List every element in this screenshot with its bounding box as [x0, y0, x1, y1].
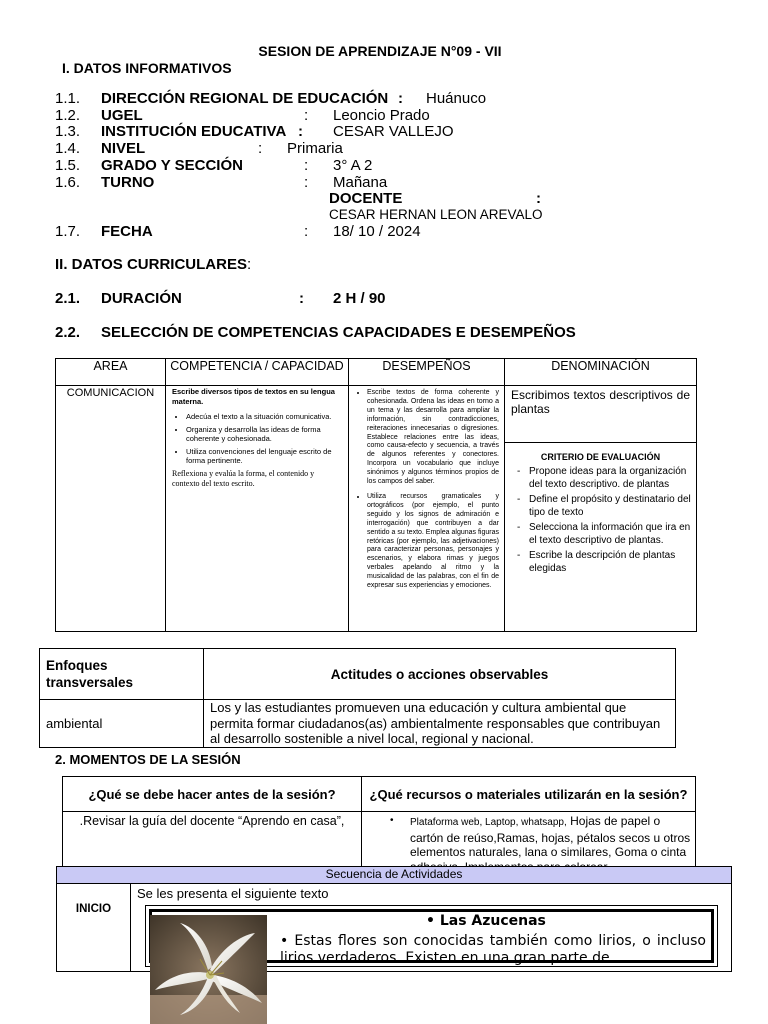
inicio-intro: Se les presenta el siguiente texto — [137, 886, 329, 901]
info-label-docente: DOCENTE — [329, 190, 403, 207]
capacidad-extra: Reflexiona y evalúa la forma, el contenido y contexto del texto escrito. — [172, 468, 315, 488]
list-item: - Propone ideas para la organización del texto descriptivo. de plantas — [529, 466, 692, 491]
momentos-header-left: ¿Qué se debe hacer antes de la sesión? — [63, 777, 362, 812]
info-value: Huánuco — [426, 90, 487, 107]
list-item: • Utiliza recursos gramaticales y ortográficos (por ejemplo, el punto seguido y los signos de admiración e interrogación) que contribuyen a dar sentido a su texto. Emplea algunas figuras retóricas (por ejemplo, las adjetivaciones) para caracterizar personas, personajes y escenarios, y elabora rimas y juegos verbales apelando al ritmo y la musicalidad de las palabras, con el fin de expresar sus experiencias y emociones. — [367, 493, 499, 591]
info-label: INSTITUCIÓN EDUCATIVA — [101, 123, 287, 140]
header-competencia: COMPETENCIA / CAPACIDAD — [166, 359, 349, 386]
section-colon: : — [246, 256, 252, 273]
duracion-colon: : — [299, 290, 304, 307]
seleccion-label: SELECCIÓN DE COMPETENCIAS CAPACIDADES E DESEMPEÑOS — [101, 324, 576, 341]
info-label: DIRECCIÓN REGIONAL DE EDUCACIÓN — [101, 90, 389, 107]
criterios-cell — [505, 466, 696, 575]
info-value: 18/ 10 / 2024 — [333, 223, 421, 240]
desempenos-list — [353, 389, 499, 591]
recursos-prefix: Plataforma web, Laptop, whatsapp, — [410, 817, 567, 828]
competencia-title: Escribe diversos tipos de textos en su lengua materna. — [172, 387, 335, 406]
enfoques-header-left: Enfoques transversales — [40, 649, 204, 700]
competencias-table — [55, 358, 697, 632]
momentos-table — [62, 776, 696, 875]
info-value: Leoncio Prado — [333, 107, 430, 124]
denominacion-text: Escribimos textos descriptivos de plantas — [505, 386, 696, 443]
info-label: NIVEL — [101, 140, 146, 157]
box-title-text: Las Azucenas — [439, 913, 546, 929]
bullet-icon: • — [390, 815, 394, 826]
criterio-title: CRITERIO DE EVALUACIÓN — [540, 452, 661, 462]
list-item: • Utiliza convenciones del lenguaje escrito de forma pertinente. — [186, 447, 342, 466]
duracion-label: DURACIÓN — [101, 290, 182, 307]
box-text-body: Estas flores son conocidas también como lirios, o incluso lirios verdaderos. Existen en una gran parte de — [280, 933, 706, 966]
info-colon: : — [304, 107, 309, 124]
enfoque-actitud: Los y las estudiantes promueven una educación y cultura ambiental que permita formar ciudadanos(as) ambientalmente responsables que contribuyan al desarrollo sostenible a nivel local, regional y nacional. — [204, 700, 676, 748]
info-label: TURNO — [101, 174, 155, 191]
info-value: Mañana — [333, 174, 388, 191]
info-colon: : — [304, 174, 309, 191]
lily-flower-icon — [150, 915, 267, 1024]
info-num: 1.4. — [55, 140, 81, 157]
section-datos-informativos: I. DATOS INFORMATIVOS — [62, 60, 232, 76]
info-label: FECHA — [101, 223, 153, 240]
info-row — [55, 90, 80, 107]
competencia-cell — [166, 386, 349, 632]
page-title: SESION DE APRENDIZAJE N°09 - VII — [258, 43, 502, 59]
criterios-list — [511, 466, 692, 575]
momentos-title: 2. MOMENTOS DE LA SESIÓN — [55, 752, 241, 767]
info-value: 3° A 2 — [333, 157, 373, 174]
list-item: - Selecciona la información que ira en el texto descriptivo de plantas. — [529, 522, 692, 547]
section-datos-curriculares — [55, 256, 251, 273]
info-value: Primaria — [287, 140, 343, 157]
info-colon: : — [304, 223, 309, 240]
list-item: - Define el propósito y destinatario del tipo de texto — [529, 494, 692, 519]
info-num: 1.1. — [55, 90, 81, 107]
list-item: • Escribe textos de forma coherente y cohesionada. Ordena las ideas en torno a un tema y las desarrolla para ampliar la información, sin contradicciones, reiteraciones innecesarias o digresiones. Establece relaciones entre las ideas, como causa-efecto y secuencia, a través de algunos referentes y conectores. Incorpora un vocabulario que incluye sinónimos y algunos términos propios de los campos del saber. — [367, 389, 499, 487]
list-item: • Organiza y desarrolla las ideas de forma coherente y cohesionada. — [186, 425, 342, 444]
duracion-num: 2.1. — [55, 290, 81, 307]
info-colon: : — [398, 90, 403, 107]
list-item: • Adecúa el texto a la situación comunicativa. — [186, 412, 342, 422]
header-denominacion: DENOMINACIÓN — [505, 359, 697, 386]
bullet-icon: • — [280, 933, 295, 949]
denominacion-cell — [505, 386, 697, 632]
momentos-header-right: ¿Qué recursos o materiales utilizarán en la sesión? — [362, 777, 696, 812]
info-colon: : — [304, 157, 309, 174]
info-value: CESAR VALLEJO — [333, 123, 454, 140]
enfoques-table — [39, 648, 676, 748]
info-value-docente: CESAR HERNAN LEON AREVALO — [329, 207, 543, 222]
duracion-value: 2 H / 90 — [333, 290, 386, 307]
enfoques-header-right: Actitudes o acciones observables — [204, 649, 676, 700]
info-num: 1.6. — [55, 174, 81, 191]
info-num: 1.2. — [55, 107, 81, 124]
lily-flower-photo — [150, 915, 267, 1024]
info-colon: : — [258, 140, 263, 157]
list-item: - Escribe la descripción de plantas elegidas — [529, 550, 692, 575]
secuencia-header: Secuencia de Actividades — [57, 867, 732, 884]
seleccion-num: 2.2. — [55, 324, 81, 341]
recursos-rest: Hojas de papel o cartón de reúso,Ramas, hojas, pétalos secos u otros elementos naturales, lana o similares, Goma o cinta — [410, 814, 691, 859]
enfoque-name: ambiental — [40, 700, 204, 748]
capacidades-list — [172, 412, 342, 466]
area-cell: COMUNICACION — [56, 386, 166, 632]
bullet-icon: • — [426, 913, 440, 929]
info-num: 1.5. — [55, 157, 81, 174]
info-colon: : — [536, 190, 541, 207]
recursos-text — [390, 814, 691, 874]
header-desempenos: DESEMPEÑOS — [349, 359, 505, 386]
momentos-antes: .Revisar la guía del docente “Aprendo en casa”, — [63, 812, 362, 875]
info-colon: : — [298, 123, 303, 140]
inicio-label: INICIO — [57, 884, 131, 972]
box-title — [426, 913, 546, 929]
info-num: 1.3. — [55, 123, 81, 140]
desempenos-cell — [349, 386, 505, 632]
info-label: GRADO Y SECCIÓN — [101, 157, 243, 174]
section-title: II. DATOS CURRICULARES — [55, 256, 247, 273]
info-num: 1.7. — [55, 223, 81, 240]
header-area: AREA — [56, 359, 166, 386]
info-label: UGEL — [101, 107, 143, 124]
box-text — [280, 933, 706, 967]
